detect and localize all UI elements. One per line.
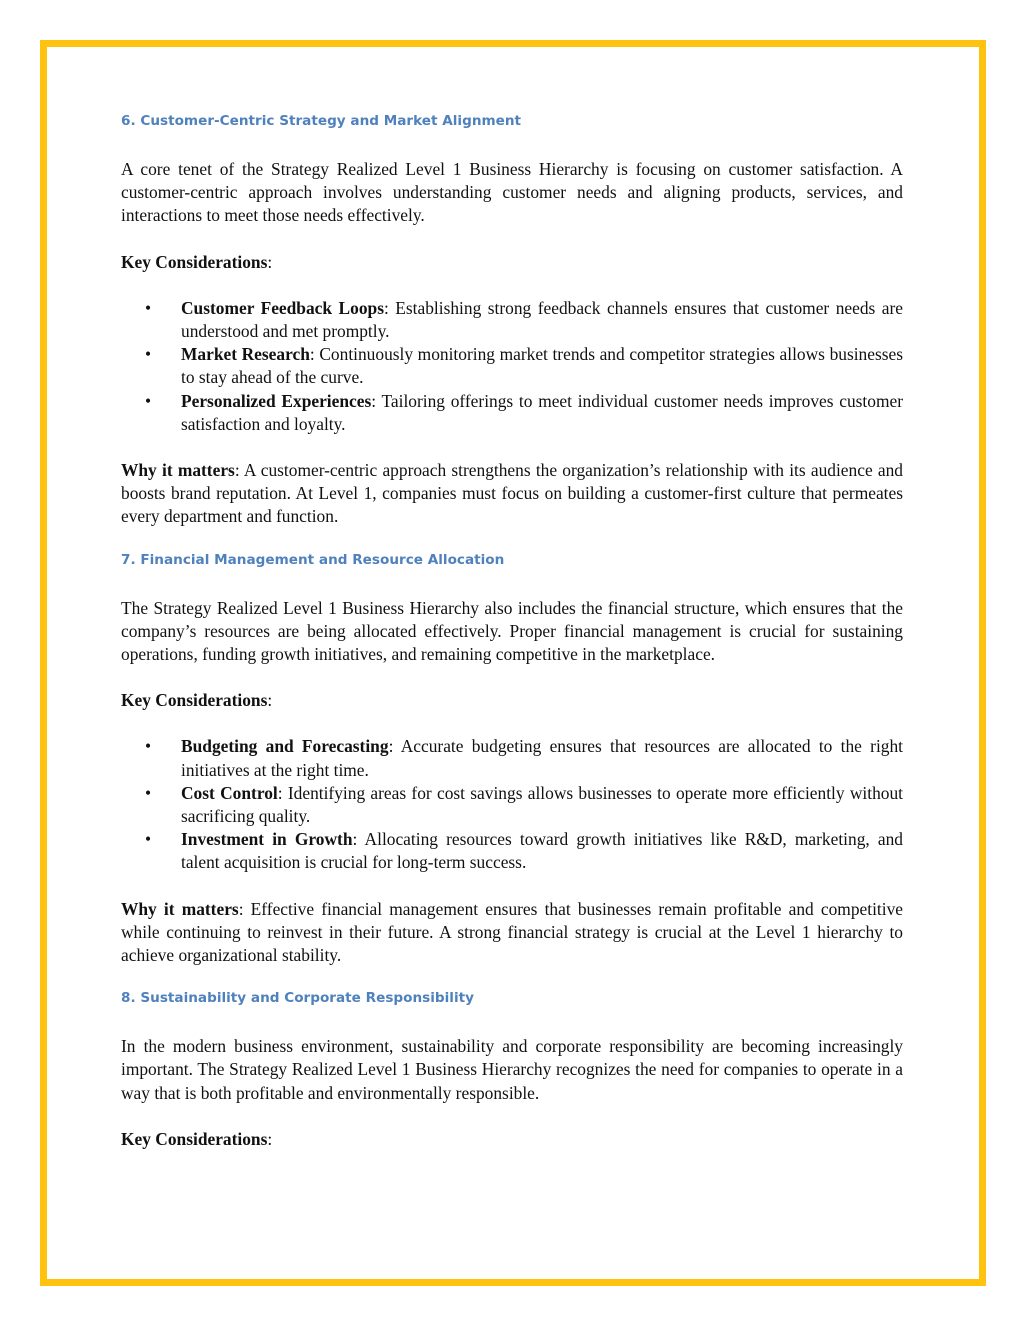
why-it-matters-text: : A customer-centric approach strengthens the organization’s relationship with its audience and boosts brand reputation. At Level 1, companies must focus on building a customer-first culture that permeates every department and function.	[121, 460, 903, 527]
bullet-icon: •	[145, 736, 152, 757]
bullet-icon: •	[145, 829, 152, 850]
section-heading: 8. Sustainability and Corporate Responsibility	[121, 990, 474, 1007]
section-intro: The Strategy Realized Level 1 Business Hierarchy also includes the financial structure, which ensures that the company’s resources are being allocated effectively. Proper financial management is crucial for sustaining operations, funding growth initiatives, and remaining competitive in the marketplace.	[121, 597, 903, 665]
bullet-icon: •	[145, 297, 152, 318]
key-considerations-heading	[121, 1128, 903, 1151]
bullet-text: : Accurate budgeting ensures that resources are allocated to the right initiatives at the right time.	[181, 736, 903, 780]
bullet-icon: •	[145, 782, 152, 803]
key-considerations-colon: :	[267, 690, 273, 711]
section-intro: In the modern business environment, sustainability and corporate responsibility are becoming increasingly important. The Strategy Realized Level 1 Business Hierarchy recognizes the need for companies to operate in a way that is both profitable and environmentally responsible.	[121, 1036, 903, 1103]
why-it-matters-label: Why it matters	[121, 460, 235, 481]
section-heading: 6. Customer-Centric Strategy and Market Alignment	[121, 113, 522, 129]
bullet-term: Market Research	[181, 344, 310, 365]
bullet-icon: •	[145, 390, 152, 411]
list-item	[121, 390, 903, 436]
bullet-term: Investment in Growth	[181, 829, 353, 850]
list-item	[121, 782, 903, 828]
section-7	[121, 549, 903, 968]
document-body	[121, 110, 903, 1151]
bullet-text: : Identifying areas for cost savings allows businesses to operate more efficiently without sacrificing quality.	[181, 782, 903, 827]
section-heading: 7. Financial Management and Resource Allocation	[121, 551, 505, 568]
key-considerations-colon: :	[267, 251, 273, 272]
key-considerations-heading	[121, 689, 903, 712]
list-item	[121, 735, 903, 781]
key-considerations-label: Key Considerations	[121, 251, 268, 272]
why-it-matters	[121, 898, 903, 968]
list-item	[121, 297, 903, 343]
section-intro: A core tenet of the Strategy Realized Level 1 Business Hierarchy is focusing on customer satisfaction. A customer-centric approach involves understanding customer needs and aligning products, services, and interactions to meet those needs effectively.	[121, 159, 903, 226]
bullet-term: Cost Control	[181, 782, 278, 803]
bullet-term: Customer Feedback Loops	[181, 297, 384, 318]
key-considerations-heading	[121, 251, 903, 274]
bullet-text: : Continuously monitoring market trends and competitor strategies allows businesses to stay ahead of the curve.	[181, 344, 903, 388]
section-8	[121, 987, 903, 1151]
why-it-matters-text: : Effective financial management ensures that businesses remain profitable and competitive while continuing to reinvest in their future. A strong financial strategy is crucial at the Level 1 hierarchy to achieve organizational stability.	[121, 898, 903, 966]
section-6	[121, 110, 903, 529]
bullet-term: Budgeting and Forecasting	[181, 736, 389, 757]
why-it-matters-label: Why it matters	[121, 898, 239, 919]
key-considerations-label: Key Considerations	[121, 1128, 268, 1149]
list-item	[121, 828, 903, 874]
bullet-list	[121, 735, 903, 874]
bullet-text: : Tailoring offerings to meet individual customer needs improves customer satisfaction and loyalty.	[181, 390, 903, 434]
bullet-term: Personalized Experiences	[181, 390, 372, 411]
bullet-text: : Allocating resources toward growth initiatives like R&D, marketing, and talent acquisition is crucial for long-term success.	[181, 829, 903, 873]
bullet-text: : Establishing strong feedback channels ensures that customer needs are understood and met promptly.	[181, 297, 903, 342]
key-considerations-colon: :	[267, 1128, 273, 1149]
bullet-icon: •	[145, 344, 152, 365]
key-considerations-label: Key Considerations	[121, 690, 268, 711]
list-item	[121, 343, 903, 389]
bullet-list	[121, 297, 903, 436]
why-it-matters	[121, 459, 903, 529]
